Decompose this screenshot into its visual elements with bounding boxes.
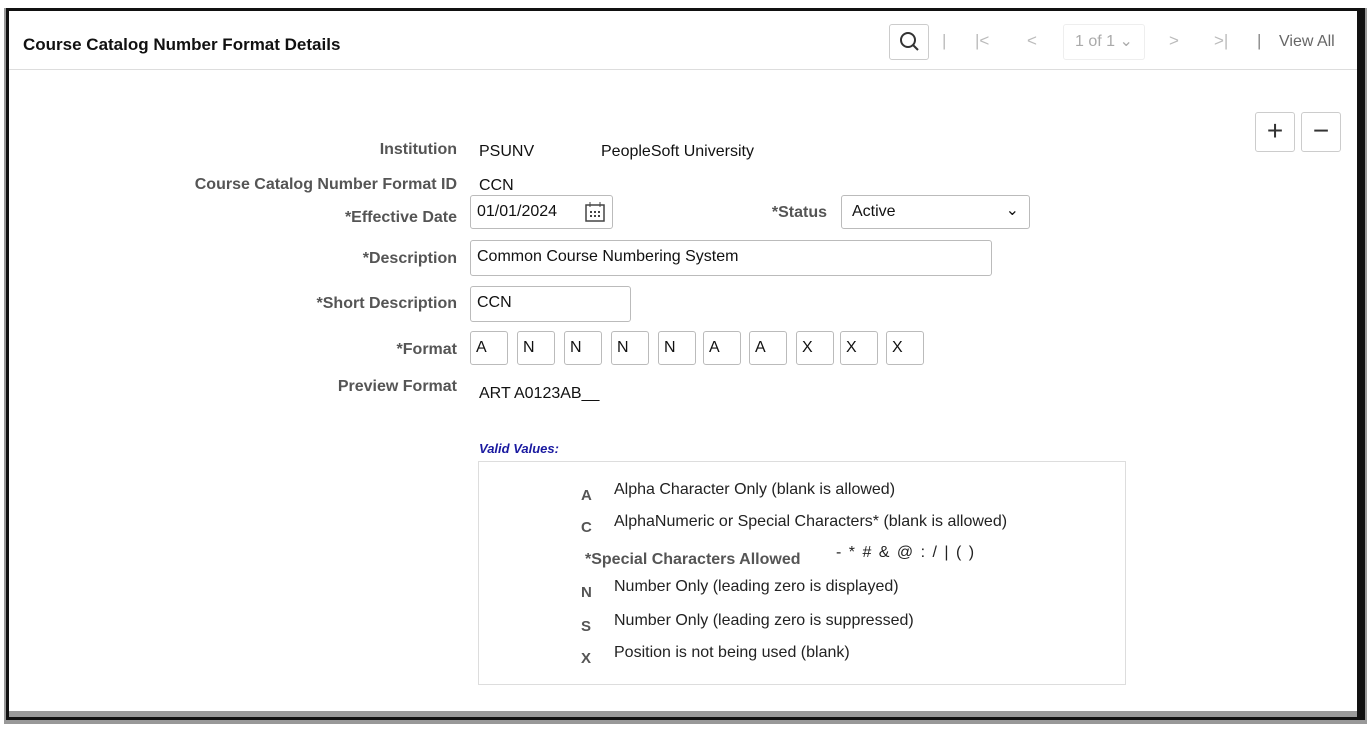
search-icon <box>890 25 928 59</box>
preview-format-label: Preview Format <box>337 378 457 395</box>
desc-x: Position is not being used (blank) <box>614 644 850 661</box>
desc-c: AlphaNumeric or Special Characters* (blank is allowed) <box>614 513 1008 530</box>
institution-label: Institution <box>379 141 457 158</box>
minus-icon: − <box>1312 115 1330 146</box>
format-position-4[interactable]: N <box>611 331 649 365</box>
format-position-1[interactable]: A <box>470 331 508 365</box>
desc-a: Alpha Character Only (blank is allowed) <box>614 481 896 498</box>
search-button[interactable] <box>889 24 929 60</box>
effective-date-input[interactable]: 01/01/2024 <box>470 195 613 229</box>
next-page-icon[interactable]: > <box>1169 31 1179 50</box>
last-page-icon[interactable]: >| <box>1214 31 1229 50</box>
previous-page-icon[interactable]: < <box>1027 31 1037 50</box>
view-all-link[interactable]: View All <box>1279 33 1335 50</box>
format-position-3[interactable]: N <box>564 331 602 365</box>
bottom-bar <box>9 711 1357 717</box>
status-select[interactable]: Active ⌄ <box>841 195 1030 229</box>
status-label: *Status <box>771 204 827 221</box>
divider: | <box>942 31 947 50</box>
format-position-10[interactable]: X <box>886 331 924 365</box>
institution-name: PeopleSoft University <box>601 143 754 160</box>
short-description-input[interactable]: CCN <box>470 286 631 322</box>
format-label: *Format <box>396 341 457 358</box>
short-description-label: *Short Description <box>316 295 457 312</box>
divider: | <box>1257 31 1262 50</box>
add-row-button[interactable] <box>1255 112 1295 152</box>
preview-format-value: ART A0123AB__ <box>479 385 600 402</box>
first-page-icon[interactable]: |< <box>975 31 990 50</box>
page-selector[interactable]: 1 of 1 ⌄ <box>1063 24 1145 60</box>
code-n: N <box>581 584 592 601</box>
code-c: C <box>581 519 592 536</box>
valid-values-title: Valid Values: <box>479 441 559 456</box>
format-position-2[interactable]: N <box>517 331 555 365</box>
special-characters-label: *Special Characters Allowed <box>585 551 801 568</box>
effective-date-label: *Effective Date <box>344 209 457 226</box>
desc-n: Number Only (leading zero is displayed) <box>614 578 899 595</box>
description-label: *Description <box>362 250 457 267</box>
code-s: S <box>581 618 592 635</box>
chevron-down-icon: ⌄ <box>1119 33 1133 50</box>
delete-row-button[interactable] <box>1301 112 1341 152</box>
format-id-label: Course Catalog Number Format ID <box>194 176 457 193</box>
plus-icon: + <box>1266 115 1284 146</box>
format-position-9[interactable]: X <box>840 331 878 365</box>
format-id-value: CCN <box>479 177 514 194</box>
code-x: X <box>581 650 592 667</box>
valid-values-box <box>478 461 1126 685</box>
format-position-8[interactable]: X <box>796 331 834 365</box>
format-position-5[interactable]: N <box>658 331 696 365</box>
format-position-7[interactable]: A <box>749 331 787 365</box>
window <box>6 8 1365 720</box>
special-characters-list: - * # & @ : / | ( ) <box>836 544 975 561</box>
page-header <box>9 11 1357 70</box>
code-a: A <box>581 487 592 504</box>
desc-s: Number Only (leading zero is suppressed) <box>614 612 914 629</box>
format-position-6[interactable]: A <box>703 331 741 365</box>
chevron-down-icon: ⌄ <box>1005 202 1019 219</box>
institution-code: PSUNV <box>479 143 535 160</box>
description-input[interactable]: Common Course Numbering System <box>470 240 992 276</box>
page-title: Course Catalog Number Format Details <box>23 35 341 54</box>
